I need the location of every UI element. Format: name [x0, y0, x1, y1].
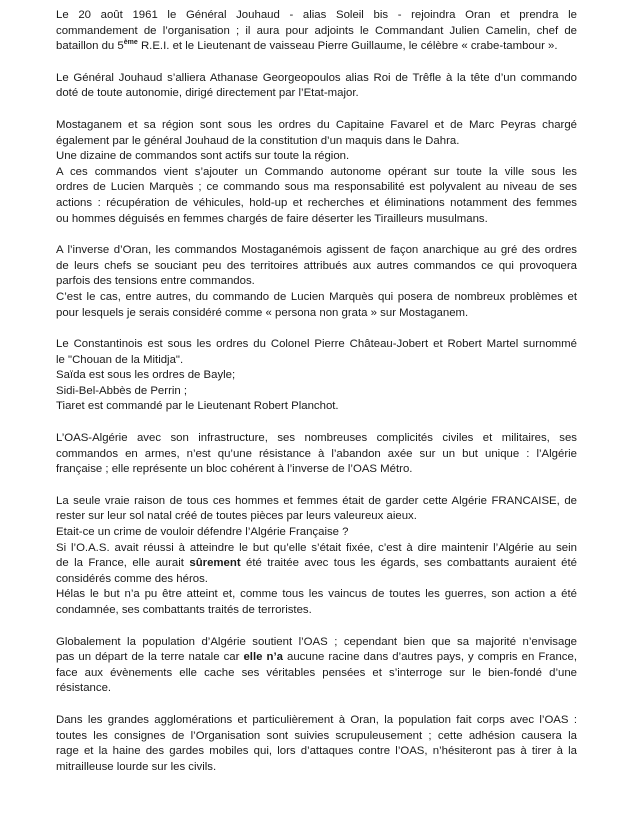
text-line: Le Général Jouhaud s’alliera Athanase Georgeopoulos alias Roi de Trêfle à la tête d’un commando — [56, 71, 577, 84]
paragraph-population — [56, 635, 577, 697]
text-fragment: pas un départ de la terre natale car — [56, 651, 244, 664]
text-line: Etait-ce un crime de vouloir défendre l’Algérie Française ? — [56, 526, 349, 539]
text-line: face aux évènements elle cache ses véritables pensées et s’interroge sur le bien-fondé d’une — [56, 666, 577, 679]
paragraph-oas-algerie — [56, 431, 577, 478]
text-line: de leurs chefs se souciant peu des territoires attribués aux autres commandos ce qui provoquera — [56, 259, 577, 272]
text-line: parfois des tensions entre commandos. — [56, 275, 255, 288]
paragraph-constantinois — [56, 337, 577, 415]
text-line: commandement de l’organisation ; il aura pour adjoints le Commandant Julien Camelin, chef de — [56, 24, 577, 37]
text-line: Dans les grandes agglomérations et particulièrement à Oran, la population fait corps avec l’OAS : — [56, 713, 577, 726]
bold-fragment: sûrement — [189, 557, 241, 570]
text-fragment: été traitée avec tous les égards, ses combattants auraient été — [240, 557, 577, 570]
ordinal-superscript: ème — [123, 39, 138, 47]
text-line: commandos en armes, n’est qu’une résistance à l’abandon axée sur un but unique : l’Algérie — [56, 447, 577, 460]
paragraph-agglomerations — [56, 713, 577, 775]
text-fragment: R.E.I. et le Lieutenant de vaisseau Pierre Guillaume, le célèbre « crabe-tambour ». — [137, 40, 558, 53]
text-line: rage et la haine des gardes mobiles qui, lors d’attaques contre l’OAS, n’hésiteront pas à tirer à la — [56, 745, 577, 758]
text-line: Globalement la population d’Algérie soutient l’OAS ; cependant bien que sa majorité n’envisage — [56, 635, 577, 648]
paragraph-jouhaud-oran — [56, 8, 577, 55]
bold-fragment: elle n’a — [243, 651, 283, 664]
paragraph-mostaganem — [56, 118, 577, 227]
text-fragment: de la France, elle aurait — [56, 557, 190, 570]
text-line: Le 20 août 1961 le Général Jouhaud - alias Soleil bis - rejoindra Oran et prendra le — [56, 9, 577, 21]
paragraph-georgeopoulos — [56, 71, 577, 102]
text-line: considérés comme des héros. — [56, 572, 208, 585]
text-line — [56, 650, 577, 666]
text-line: française ; elle représente un bloc cohérent à l’inverse de l’OAS Métro. — [56, 463, 413, 476]
text-line: le "Chouan de la Mitidja". — [56, 353, 184, 366]
text-line: également par le général Jouhaud de la constitution d’un maquis dans le Dahra. — [56, 134, 460, 147]
text-line: Hélas le but n’a pu être atteint et, comme tous les vaincus de toutes les guerres, son action a été — [56, 588, 577, 601]
text-line: Le Constantinois est sous les ordres du Colonel Pierre Château-Jobert et Robert Martel surnommé — [56, 338, 577, 351]
text-line: actions : récupération de véhicules, hold-up et recherches et éliminations notamment des femmes — [56, 196, 577, 209]
text-line: A ces commandos vient s’ajouter un Commando autonome opérant sur toute la ville sous les — [56, 165, 577, 178]
text-line: Saïda est sous les ordres de Bayle; — [56, 369, 236, 382]
text-line: résistance. — [56, 682, 112, 695]
paragraph-commandos-mostaganemois — [56, 243, 577, 321]
text-line: condamnée, ses combattants traités de terroristes. — [56, 604, 312, 616]
text-line: Si l’O.A.S. avait réussi à atteindre le but qu’elle s’était fixée, c’est à dire maintenir l’Algérie au sein — [56, 541, 577, 554]
text-line: A l’inverse d’Oran, les commandos Mostaganémois agissent de façon anarchique au gré des ordres — [56, 244, 577, 257]
text-line: Tiaret est commandé par le Lieutenant Robert Planchot. — [56, 400, 339, 413]
text-fragment: aucune racine dans d’autres pays, y compris en France, — [282, 651, 577, 664]
text-line — [56, 556, 577, 572]
text-line: rester sur leur sol natal créé de toutes pièces par leurs valeureux aieux. — [56, 510, 417, 523]
text-line: C’est le cas, entre autres, du commando de Lucien Marquès qui posera de nombreux problèmes et — [56, 290, 577, 303]
text-line: Sidi-Bel-Abbès de Perrin ; — [56, 384, 188, 397]
text-line: mitrailleuse lourde sur les civils. — [56, 760, 217, 773]
text-line: doté de toute autonomie, dirigé directement par l’Etat-major. — [56, 87, 359, 100]
text-line: Mostaganem et sa région sont sous les ordres du Capitaine Favarel et de Marc Peyras chargé — [56, 118, 577, 131]
text-fragment: bataillon du 5 — [56, 40, 124, 53]
text-line: ou hommes déguisés en femmes chargés de faire déserter les Tirailleurs musulmans. — [56, 212, 488, 225]
text-line: pour lesquels je serais considéré comme « persona non grata » sur Mostaganem. — [56, 306, 469, 319]
text-line: toutes les consignes de l’Organisation sont suivies scrupuleusement ; cette adhésion causera la — [56, 729, 577, 742]
text-line: L’OAS-Algérie avec son infrastructure, ses nombreuses complicités civiles et militaires, ses — [56, 432, 577, 445]
text-line: Une dizaine de commandos sont actifs sur toute la région. — [56, 150, 350, 163]
text-line: ordres de Lucien Marquès ; ce commando sous ma responsabilité est polyvalent au niveau de ses — [56, 181, 577, 194]
text-line — [56, 39, 577, 55]
text-line: La seule vraie raison de tous ces hommes et femmes était de garder cette Algérie FRANCAISE, de — [56, 494, 577, 507]
paragraph-algerie-francaise — [56, 494, 577, 619]
